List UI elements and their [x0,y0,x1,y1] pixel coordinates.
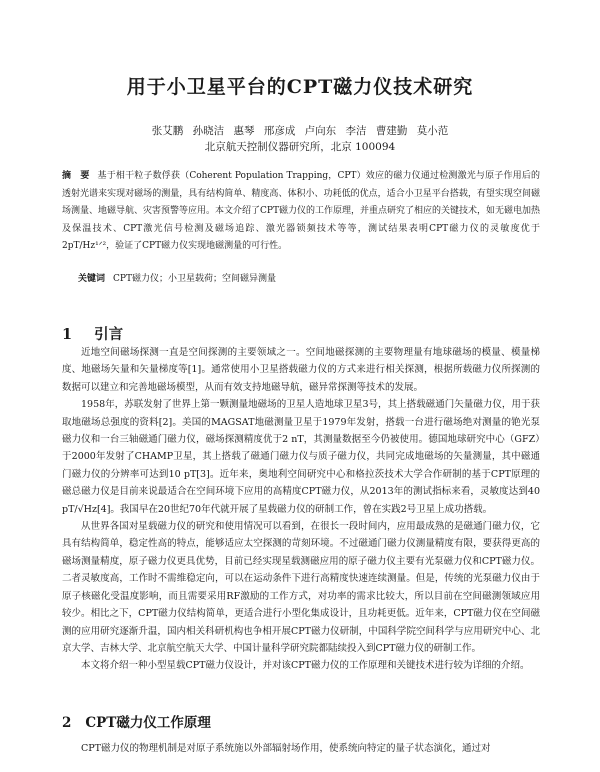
section-1-body [62,344,540,675]
author-name: 李洁 [345,125,367,137]
abstract-text: 基于相干粒子数俘获（Coherent Population Trapping，CPT）效应的磁力仪通过检测激光与原子作用后的透射光谱来实现对磁场的测量，具有结构简单、精度高、体积小、功耗低的优点，适合小卫星平台搭载，有望实现空间磁场测量、地磁导航、灾害预警等应用。本文介绍了CPT磁力仪的工作原理，并重点研究了相应的关键技术，如无磁电加热及保温技术、CPT激光信号检测及磁场追踪、激光器锁频技术等等，测试结果表明CPT磁力仪的灵敏度优于2pT/Hz¹ᐟ²，验证了CPT磁力仪实现地磁测量的可行性。 [62,171,540,252]
abstract-block [62,168,540,256]
paragraph: CPT磁力仪的物理机制是对原子系统施以外部辐射场作用，使系统向特定的量子状态演化，通过对 [81,743,491,754]
keywords-text: CPT磁力仪；小卫星载荷；空间磁异测量 [113,274,276,284]
paper-title: 用于小卫星平台的CPT磁力仪技术研究 [126,76,474,98]
section-title: CPT磁力仪工作原理 [85,715,211,731]
paragraph: 从世界各国对星载磁力仪的研究和使用情况可以看到，在很长一段时间内，应用最成熟的是磁通门磁力仪，它具有结构简单，稳定性高的特点，能够适应太空探测的苛刻环境。不过磁通门磁力仪测量精度有限，要获得更高的磁场测量精度，原子磁力仪更具优势，目前已经实现星载测磁应用的原子磁力仪主要有光泵磁力仪和CPT磁力仪。二者灵敏度高，工作时不需维稳定向，可以在运动条件下进行高精度快速连续测量。但是，传统的光泵磁力仪由于原子核磁化受温度影响，而且需要采用RF激励的工作方式，对功率的需求比较大，所以目前在空间磁测领域应用较少。相比之下，CPT磁力仪结构简单，更适合进行小型化集成设计，且功耗更低。近年来，CPT磁力仪在空间磁测的应用研究逐渐升温，国内相关科研机构也争相开展CPT磁力仪研制，中国科学院空间科学与应用研究中心、北京大学、吉林大学、北京航空航天大学、中国计量科学研究院都陆续投入到CPT磁力仪的研制工作。 [62,521,540,654]
author-name: 张艾鹏 [151,125,184,137]
author-name: 曹建勤 [375,125,408,137]
section-heading-2 [62,711,211,731]
paragraph: 本文将介绍一种小型星载CPT磁力仪设计，并对该CPT磁力仪的工作原理和关键技术进行较为详细的介绍。 [81,660,530,672]
abstract-label: 摘 要 [62,171,90,181]
author-name: 邢彦成 [263,125,296,137]
section-number: 1 [62,326,73,343]
section-heading-1 [62,323,123,344]
section-number: 2 [62,715,72,731]
author-name: 莫小范 [416,125,449,137]
author-list [0,123,600,138]
paragraph: 1958年，苏联发射了世界上第一颗测量地磁场的卫星人造地球卫星3号，其上搭载磁通门矢量磁力仪，用于获取地磁场总强度的资料[2]。美国的MAGSAT地磁测量卫星于1979年发射，搭载一台进行磁场绝对测量的铯光泵磁力仪和一台三轴磁通门磁力仪，磁场探测精度优于2 nT，其测量数据至今仍被使用。德国地球研究中心（GFZ）于2000年发射了CHAMP卫星，其上搭载了磁通门磁力仪与质子磁力仪，共同完成地磁场的矢量测量，其中磁通门磁力仪的分辨率可达到10 pT[3]。近年来，奥地利空间研究中心和格拉茨技术大学合作研制的基于CPT原理的磁总磁力仪是目前来说最适合在空间环境下应用的高精度CPT磁力仪，从2013年的测试指标来看，灵敏度达到40 pT/√Hz[4]。我国早在20世纪70年代就开展了星载磁力仪的研制工作，曾在实践2号卫星上成功搭载。 [62,399,540,515]
author-name: 孙晓洁 [192,125,225,137]
author-name: 卢向东 [304,125,337,137]
paragraph: 近地空间磁场探测一直是空间探测的主要领域之一。空间地磁探测的主要物理量有地球磁场的模量、模量梯度、地磁场矢量和矢量梯度等[1]。通常使用小卫星搭载磁力仪的方式来进行相关探测，根据所载磁力仪所探测的数据可以建立和完善地磁场模型，从而有效支持地磁导航，磁异常探测等技术的发展。 [62,347,540,393]
section-title: 引言 [94,326,124,343]
keywords-block [78,271,540,284]
author-name: 惠琴 [233,125,255,137]
affiliation: 北京航天控制仪器研究所，北京 100094 [204,141,396,153]
section-2-body [62,740,540,757]
keywords-label: 关键词 [78,274,106,284]
